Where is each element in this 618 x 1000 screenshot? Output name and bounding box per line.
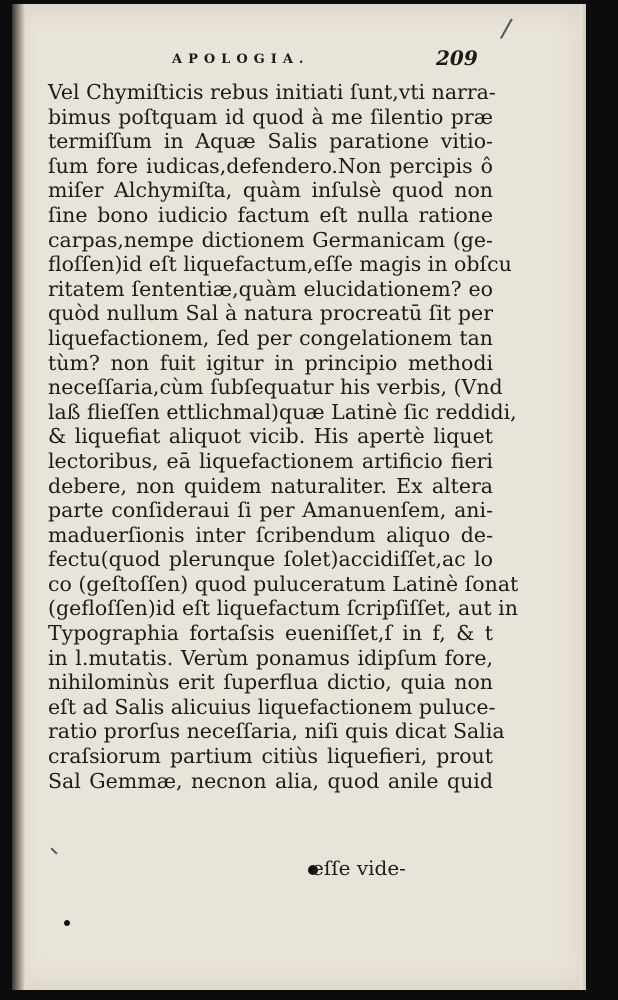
- text-line: carpas,nempe dictionem Germanicam (ge-: [48, 227, 493, 252]
- text-line: neceſſaria,cùm ſubſequatur his verbis, (Vnd: [48, 375, 503, 400]
- text-line: miſer Alchymiſta, quàm inſulsè quod non: [48, 178, 493, 203]
- page-number: 209: [436, 46, 478, 70]
- ink-speck: [64, 920, 70, 926]
- catchword: eſſe vide-: [312, 856, 406, 880]
- text-line: ſum fore iudicas,defendero.Non percipis ô: [48, 153, 493, 178]
- binding-gutter: [12, 4, 26, 990]
- book-page: [12, 4, 586, 990]
- text-line: parte conſideraui ſi per Amanuenſem, ani-: [48, 498, 493, 523]
- text-line: bimus poſtquam id quod à me ſilentio præ: [48, 104, 493, 129]
- text-line: Vel Chymiſticis rebus initiati ſunt,vti narra-: [48, 80, 496, 104]
- text-line: laß flieſſen ettlichmal)quæ Latinè ſic reddidi,: [48, 399, 517, 424]
- text-line: eſt ad Salis alicuius liquefactionem puluce-: [48, 694, 496, 719]
- running-title: APOLOGIA.: [172, 52, 310, 67]
- text-line: craſsiorum partium citiùs liquefieri, prout: [48, 744, 493, 769]
- text-line: floſſen)id eſt liquefactum,eſſe magis in obſcu: [48, 252, 512, 277]
- text-line: liquefactionem, ſed per congelationem tan: [48, 325, 493, 350]
- text-line: lectoribus, eā liquefactionem artificio fieri: [48, 448, 493, 473]
- text-line: (gefloſſen)id eſt liquefactum ſcripſiſſet, aut in: [48, 596, 518, 621]
- text-line: ritatem ſententiæ,quàm elucidationem? eo: [48, 276, 493, 301]
- text-line: debere, non quidem naturaliter. Ex altera: [48, 473, 493, 498]
- body-text: [48, 80, 519, 793]
- text-line: quòd nullum Sal à natura procreatū ſit per: [48, 301, 493, 326]
- text-line: nihilominùs erit ſuperflua dictio, quia non: [48, 670, 493, 695]
- page-edge: [580, 4, 586, 990]
- text-line: in l.mutatis. Verùm ponamus idipſum fore,: [48, 645, 493, 670]
- text-line: fectu(quod plerunque ſolet)accidiſſet,ac lo: [48, 547, 493, 572]
- margin-mark: [50, 847, 57, 854]
- text-line: tùm? non fuit igitur in principio methodi: [48, 350, 493, 375]
- text-line: ſine bono iudicio factum eſt nulla ratione: [48, 202, 493, 227]
- corner-pencil-mark: /: [498, 13, 514, 45]
- text-line: termiſſum in Aquæ Salis paratione vitio-: [48, 129, 493, 154]
- text-line: Sal Gemmæ, necnon alia, quod anile quid: [48, 768, 493, 793]
- text-line: maduerſionis inter ſcribendum aliquo de-: [48, 522, 493, 547]
- text-line: & liquefiat aliquot vicib. His apertè liquet: [48, 424, 493, 449]
- text-line: ratio prorſus neceſſaria, niſi quis dicat Salia: [48, 719, 505, 744]
- text-line: co (geſtoſſen) quod puluceratum Latinè ſonat: [48, 571, 519, 596]
- text-line: Typographia fortaſsis eueniſſet,ſ in f, & t: [48, 621, 493, 646]
